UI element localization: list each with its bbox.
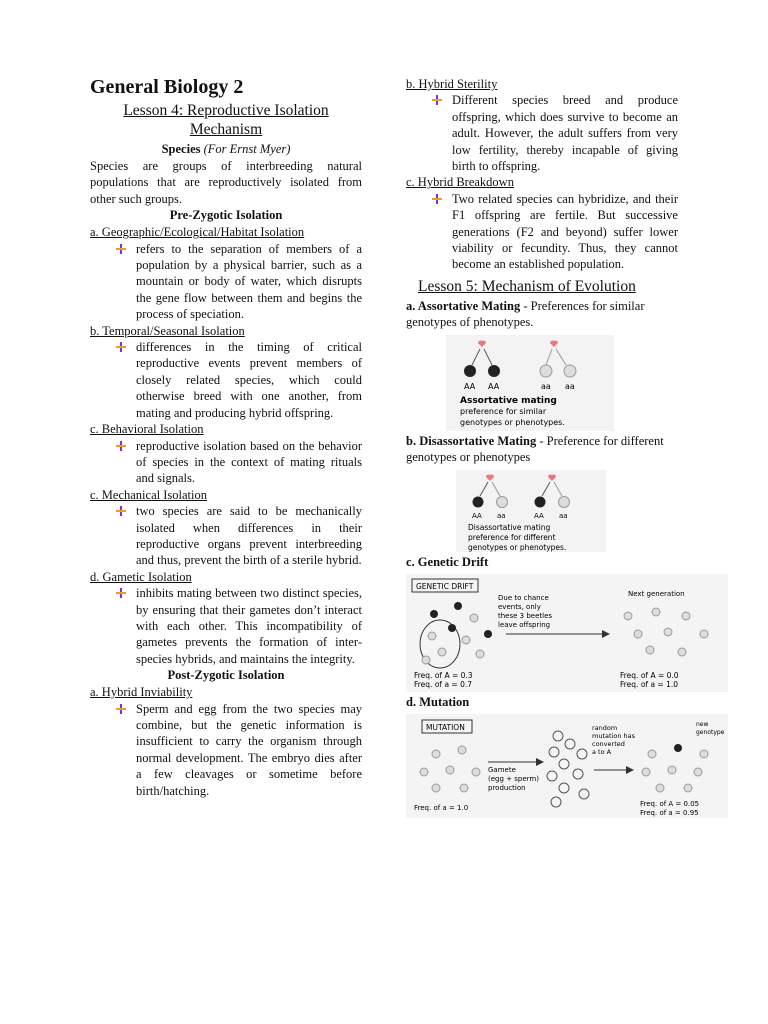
dis-caption2: preference for different <box>468 532 556 542</box>
beetle-dark-icon <box>454 602 462 610</box>
bullet-b-text: differences in the timing of critical reproductive events prevent members of closely related species, which could otherwise breed with one another, from mating and producing hybrid offspring. <box>136 340 362 420</box>
beetle-dark-icon <box>464 365 476 377</box>
beetle-light-icon <box>656 784 664 792</box>
beetle-light-icon <box>432 750 440 758</box>
beetle-light-icon <box>646 646 654 654</box>
bullet-b <box>114 339 362 421</box>
disassortative-figure <box>456 470 606 552</box>
beetle-light-icon <box>564 365 576 377</box>
beetle-light-icon <box>446 766 454 774</box>
dis-label1: AA <box>472 511 482 520</box>
section-b-title: b. Temporal/Seasonal Isolation <box>90 323 245 338</box>
beetle-light-icon <box>700 630 708 638</box>
beetle-light-icon <box>428 632 436 640</box>
bullet-icon <box>114 241 136 323</box>
prezygotic-heading: Pre-Zygotic Isolation <box>169 208 283 223</box>
mutation-random4: a to A <box>592 748 612 757</box>
beetle-light-icon <box>497 496 508 507</box>
bullet-icon <box>114 701 136 799</box>
bullet-d <box>114 585 362 667</box>
drift-freqa2: Freq. of a = 1.0 <box>620 679 679 689</box>
beetle-light-icon <box>470 614 478 622</box>
beetle-light-icon <box>559 496 570 507</box>
mutation-newg2: genotype <box>696 729 725 737</box>
page-title: General Biology 2 <box>90 76 244 98</box>
assortative-paragraph <box>406 298 678 331</box>
beetle-light-icon <box>476 650 484 658</box>
bullet-ha <box>114 701 362 799</box>
beetle-dark-icon <box>430 610 438 618</box>
mutation-title: d. Mutation <box>406 694 470 709</box>
mutation-newg1: new <box>696 721 709 729</box>
beetle-dark-icon <box>674 744 682 752</box>
drift-freqA1: Freq. of A = 0.3 <box>414 670 473 680</box>
beetle-dark-icon <box>484 630 492 638</box>
bullet-a <box>114 241 362 323</box>
drift-next: Next generation <box>628 589 685 598</box>
hybrid-inviability-title: a. Hybrid Inviability <box>90 685 193 700</box>
beetle-light-icon <box>652 608 660 616</box>
mutation-gamete2: (egg + sperm) <box>488 775 539 784</box>
genetic-drift-figure <box>406 574 728 692</box>
label-aa3: aa <box>541 381 551 391</box>
beetle-light-icon <box>422 656 430 664</box>
beetle-light-icon <box>642 768 650 776</box>
left-column <box>90 76 362 799</box>
beetle-light-icon <box>458 746 466 754</box>
section-c-title: c. Behavioral Isolation <box>90 422 204 437</box>
mutation-gamete3: production <box>488 784 526 793</box>
bullet-hc-text: Two related species can hybridize, and their F1 offspring are fertile. But successive generations (F2 and beyond) suffer lower viability or fecundity. Thus, they cannot become an established population. <box>452 191 678 272</box>
beetle-light-icon <box>472 768 480 776</box>
assortative-title: a. Assortative Mating <box>406 298 521 313</box>
section-c2-title: c. Mechanical Isolation <box>90 487 207 502</box>
bullet-icon <box>114 339 136 421</box>
mutation-box-label: MUTATION <box>426 723 465 733</box>
beetle-light-icon <box>624 612 632 620</box>
right-column <box>406 76 725 820</box>
drift-note3: these 3 beetles <box>498 611 553 620</box>
mutation-gamete1: Gamete <box>488 766 516 775</box>
lesson5-title: Lesson 5: Mechanism of Evolution <box>418 277 636 295</box>
beetle-light-icon <box>462 636 470 644</box>
beetle-light-icon <box>694 768 702 776</box>
beetle-dark-icon <box>535 496 546 507</box>
disassortative-text: - Preference for different genotypes or phenotypes <box>406 433 664 465</box>
species-definition: Species are groups of interbreeding natural populations that are reproductively isolated from other such groups. <box>90 159 362 206</box>
bullet-ha-text: Sperm and egg from the two species may combine, but the genetic information is insufficient to carry the organism through normal development. The embryo dies after a few cleavages or sometime before birth/hatching. <box>136 701 362 798</box>
drift-freqA2: Freq. of A = 0.0 <box>620 670 679 680</box>
label-aa4: aa <box>565 381 575 391</box>
species-heading <box>90 141 362 158</box>
mutation-freqA: Freq. of A = 0.05 <box>640 800 700 809</box>
beetle-light-icon <box>648 750 656 758</box>
drift-box-label: GENETIC DRIFT <box>416 581 474 591</box>
bullet-icon <box>114 585 136 667</box>
assortative-text: - Preferences for similar genotypes of phenotypes. <box>406 298 645 330</box>
species-word: Species <box>161 142 201 156</box>
bullet-d-text: inhibits mating between two distinct species, by ensuring that their gametes don’t interact with each other. This incompatibility of gametes prevents the formation of inter-species hybrids, and maintains the integrity. <box>136 586 362 666</box>
bullet-icon <box>430 191 452 273</box>
section-a-title: a. Geographic/Ecological/Habitat Isolation <box>90 225 305 240</box>
beetle-light-icon <box>682 612 690 620</box>
drift-freqa1: Freq. of a = 0.7 <box>414 679 473 689</box>
hybrid-breakdown-title: c. Hybrid Breakdown <box>406 175 514 190</box>
label-aa1: AA <box>464 381 476 391</box>
beetle-light-icon <box>700 750 708 758</box>
drift-note2: events, only <box>498 602 541 611</box>
mutation-figure <box>406 714 728 818</box>
hybrid-sterility-title: b. Hybrid Sterility <box>406 77 498 91</box>
beetle-light-icon <box>678 648 686 656</box>
dis-caption1: Disassortative mating <box>468 522 551 532</box>
label-aa2: AA <box>488 381 500 391</box>
bullet-hb <box>430 92 678 174</box>
disassortative-illustration <box>456 470 606 552</box>
assortative-figure <box>446 335 614 431</box>
bullet-hc <box>430 191 678 273</box>
genetic-drift-title: c. Genetic Drift <box>406 554 489 569</box>
mutation-random3: converted <box>592 740 625 749</box>
mutation-illustration <box>406 714 728 818</box>
bullet-a-text: refers to the separation of members of a population by a physical barrier, such as a mountain or body of water, which disrupts the gene flow between them and begins the process of speciation. <box>136 241 362 322</box>
mutation-random1: random <box>592 724 618 733</box>
genetic-drift-illustration <box>406 574 728 692</box>
bullet-hb-text: Different species breed and produce offspring, which does survive to become an adult. However, the adult suffers from very low fertility, thereby incapable of giving birth to offspring. <box>452 93 678 174</box>
drift-note1: Due to chance <box>498 593 549 602</box>
bullet-c2 <box>114 503 362 569</box>
dis-label3: AA <box>534 511 544 520</box>
postzygotic-heading: Post-Zygotic Isolation <box>167 668 285 683</box>
dis-caption3: genotypes or phenotypes. <box>468 542 567 552</box>
species-author: (For Ernst Myer) <box>203 142 291 156</box>
beetle-dark-icon <box>473 496 484 507</box>
beetle-dark-icon <box>448 624 456 632</box>
beetle-light-icon <box>540 365 552 377</box>
bullet-icon <box>114 438 136 487</box>
assort-caption2: preference for similar <box>460 406 547 416</box>
beetle-light-icon <box>664 628 672 636</box>
beetle-light-icon <box>668 766 676 774</box>
lesson4-title: Lesson 4: Reproductive Isolation Mechanism <box>123 102 329 138</box>
bullet-c <box>114 438 362 487</box>
assort-caption1: Assortative mating <box>460 395 557 406</box>
assortative-illustration <box>446 335 614 431</box>
disassortative-title: b. Disassortative Mating <box>406 433 537 448</box>
beetle-light-icon <box>438 648 446 656</box>
assort-caption3: genotypes or phenotypes. <box>460 417 565 427</box>
dis-label4: aa <box>559 511 568 520</box>
bullet-icon <box>114 503 136 569</box>
disassortative-paragraph <box>406 433 678 466</box>
mutation-freqa: Freq. of a = 0.95 <box>640 809 699 818</box>
beetle-light-icon <box>420 768 428 776</box>
bullet-c2-text: two species are said to be mechanically isolated when differences in their reproductive organs prevent interbreeding and thus, prevent the birth of a sterile hybrid. <box>136 504 362 568</box>
section-d-title: d. Gametic Isolation <box>90 569 192 584</box>
beetle-light-icon <box>684 784 692 792</box>
beetle-dark-icon <box>488 365 500 377</box>
mutation-random2: mutation has <box>592 732 635 741</box>
beetle-light-icon <box>460 784 468 792</box>
beetle-light-icon <box>634 630 642 638</box>
bullet-c-text: reproductive isolation based on the behavior of species in the context of mating rituals and signals. <box>136 438 362 486</box>
beetle-light-icon <box>432 784 440 792</box>
bullet-icon <box>430 92 452 174</box>
drift-note4: leave offspring <box>498 620 551 629</box>
dis-label2: aa <box>497 511 506 520</box>
mutation-freq1: Freq. of a = 1.0 <box>414 804 469 813</box>
